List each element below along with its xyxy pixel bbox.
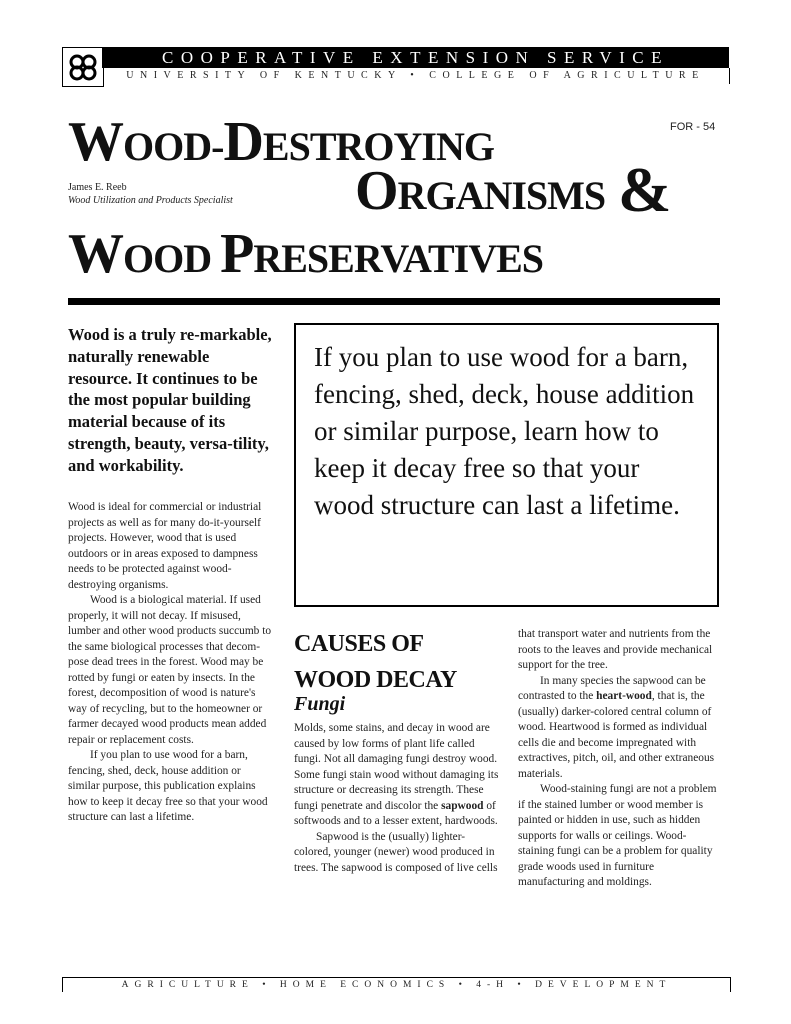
body-text: of softwoods and to a lesser extent, hardwoods. [294, 799, 498, 827]
banner-title: COOPERATIVE EXTENSION SERVICE [102, 47, 729, 68]
title-line-3 [68, 223, 544, 285]
body-paragraph: If you plan to use wood for a barn, fencing, shed, deck, house addition or similar purpose, this publication explains how to keep it decay free so that your wood structure can last a lifetime. [68, 749, 268, 823]
title-ampersand: & [618, 154, 672, 225]
body-paragraph [518, 674, 720, 783]
footer-banner: AGRICULTURE • HOME ECONOMICS • 4-H • DEVELOPMENT [62, 977, 731, 992]
title-cap: W [68, 223, 123, 285]
right-column-body [518, 627, 720, 891]
title-divider [68, 298, 720, 305]
pull-quote-text: If you plan to use wood for a barn, fencing, shed, deck, house addition or similar purpose, learn how to keep it decay free so that your wood structure can last a lifetime. [314, 342, 695, 520]
body-paragraph: Wood is a biological material. If used properly, it will not decay. If misused, lumber and other wood products succumb to the same biological processes that decom-pose dead trees in the forest. Wood may be rotted by fungi or eaten by insects. In the forest, decomposition of wood is nature's way of recycling, but to the homeowner or farmer decayed wood products mean added repair or replacement costs. [68, 594, 272, 746]
middle-column-body [294, 721, 500, 876]
body-text: Molds, some stains, and decay in wood are caused by low forms of plant life called fungi. Not all damaging fungi destroy wood. Some fungi stain wood without damaging its structure or decreasing its strength. These fungi penetrate and discolor the [294, 722, 499, 812]
title-cap: D [223, 111, 263, 173]
title-smallcaps: ESTROYING [262, 124, 494, 169]
term-sapwood: sapwood [441, 799, 484, 812]
lead-paragraph: Wood is a truly re-markable, naturally renewable resource. It continues to be the most popular building material because of its strength, beauty, versa-tility, and workability. [68, 325, 272, 475]
title-cap: P [220, 223, 254, 285]
title-smallcaps: OOD- [123, 124, 224, 169]
left-column-body [68, 500, 272, 826]
title-line-2 [355, 160, 606, 222]
body-text: , that is, the (usually) darker-colored central column of wood. Heartwood is formed as individual cells die and become impregnated with extractives, pitch, oil, and other extraneous materials. [518, 690, 715, 780]
subsection-heading: Fungi [294, 693, 346, 715]
section-heading: CAUSES OF WOOD DECAY [294, 631, 457, 693]
title-smallcaps: RGANISMS [397, 173, 606, 218]
title-smallcaps: OOD [123, 236, 221, 281]
body-paragraph: Wood is ideal for commercial or industrial projects as well as for many do-it-yourself projects. However, wood that is used outdoors or in areas exposed to dampness needs to be protected against wood-destroying organisms. [68, 501, 262, 591]
banner-subtitle: UNIVERSITY OF KENTUCKY • COLLEGE OF AGRICULTURE [102, 68, 730, 84]
author-title: Wood Utilization and Products Specialist [68, 195, 233, 206]
body-paragraph [294, 721, 500, 830]
title-cap: O [355, 160, 398, 222]
body-paragraph: Wood-staining fungi are not a problem if the stained lumber or wood member is painted or hidden in use, such as hidden supports for walls or ceilings. Wood-staining fungi can be a problem for quality grade woods used in furniture manufacturing and moldings. [518, 783, 717, 888]
document-code: FOR - 54 [670, 121, 716, 133]
term-heartwood: heart-wood [596, 690, 652, 702]
title-cap: W [68, 111, 123, 173]
pull-quote-box [294, 323, 719, 607]
body-paragraph: Sapwood is the (usually) lighter-colored, younger (newer) wood produced in trees. The sapwood is composed of live cells [294, 830, 498, 874]
body-paragraph: that transport water and nutrients from the roots to the leaves and provide mechanical support for the tree. [518, 628, 713, 671]
author-name: James E. Reeb [68, 182, 127, 193]
title-smallcaps: RESERVATIVES [253, 236, 544, 281]
title-line-1 [68, 111, 494, 173]
logo-mark [63, 48, 103, 86]
body-text: In many species the sapwood can be contrasted to the [518, 674, 706, 702]
extension-service-logo-icon [62, 47, 104, 87]
